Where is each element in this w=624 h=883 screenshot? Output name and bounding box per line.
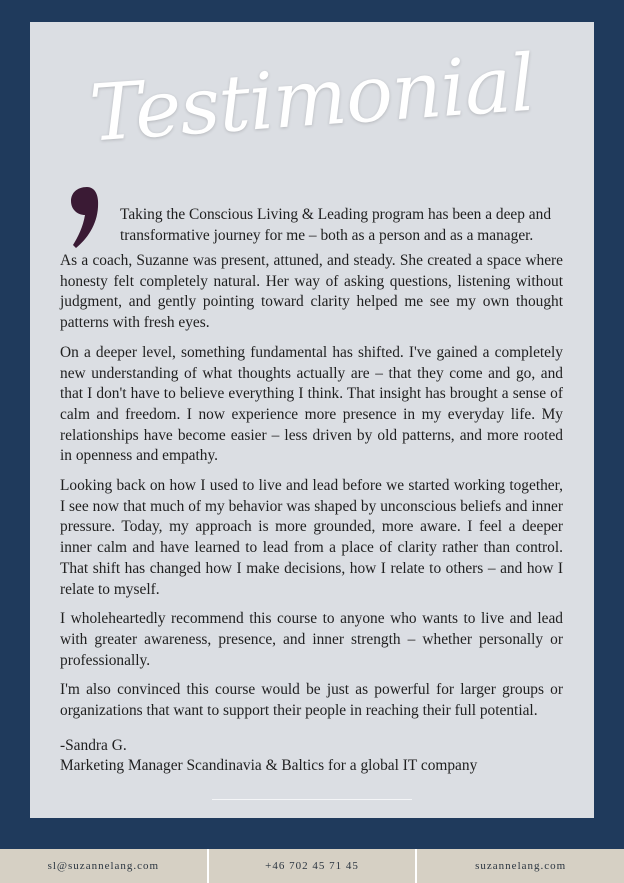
testimonial-card [30, 22, 594, 818]
signature [60, 736, 563, 777]
signature-name: -Sandra G. [60, 736, 127, 754]
paragraph: Looking back on how I used to live and lead before we started working together, I see now that much of my behavior was shaped by unconscious beliefs and inner pressure. Today, my approach is more grounded, more aware. I feel a deeper inner calm and have learned to lead from a place of clarity rather than control. That shift has changed how I make decisions, how I relate to others – and how I relate to myself. [60, 477, 563, 598]
footer-bar [0, 849, 624, 883]
divider [212, 799, 412, 800]
intro-quote: Taking the Conscious Living & Leading program has been a deep and transformative journey for me – both as a person and as a manager. [120, 206, 552, 244]
signature-role: Marketing Manager Scandinavia & Baltics for a global IT company [60, 757, 478, 775]
quote-mark-icon [67, 183, 107, 253]
paragraph: On a deeper level, something fundamental has shifted. I've gained a completely new understanding of what thoughts actually are – that they come and go, and that I don't have to believe everything I think. That insight has brought a sense of calm and freedom. I now experience more presence in my everyday life. My relationships have become easier – less driven by old patterns, and more rooted in openness and empathy. [60, 343, 563, 465]
paragraph: As a coach, Suzanne was present, attuned, and steady. She created a space where honesty felt completely natural. Her way of asking questions, listening without judgment, and gently pointing toward clarity helped me see my own thought patterns with fresh eyes. [60, 252, 563, 332]
testimonial-body [60, 251, 563, 777]
page-title: Testimonial [86, 38, 538, 160]
paragraph: I wholeheartedly recommend this course to anyone who wants to live and lead with greater awareness, presence, and inner strength – whether personally or professionally. [60, 610, 563, 669]
footer-email[interactable]: sl@suzannelang.com [47, 860, 160, 872]
footer-website[interactable]: suzannelang.com [475, 860, 567, 872]
paragraph: I'm also convinced this course would be just as powerful for larger groups or organizations that want to support their people in reaching their full potential. [60, 681, 563, 720]
footer-phone[interactable]: +46 702 45 71 45 [265, 860, 359, 872]
